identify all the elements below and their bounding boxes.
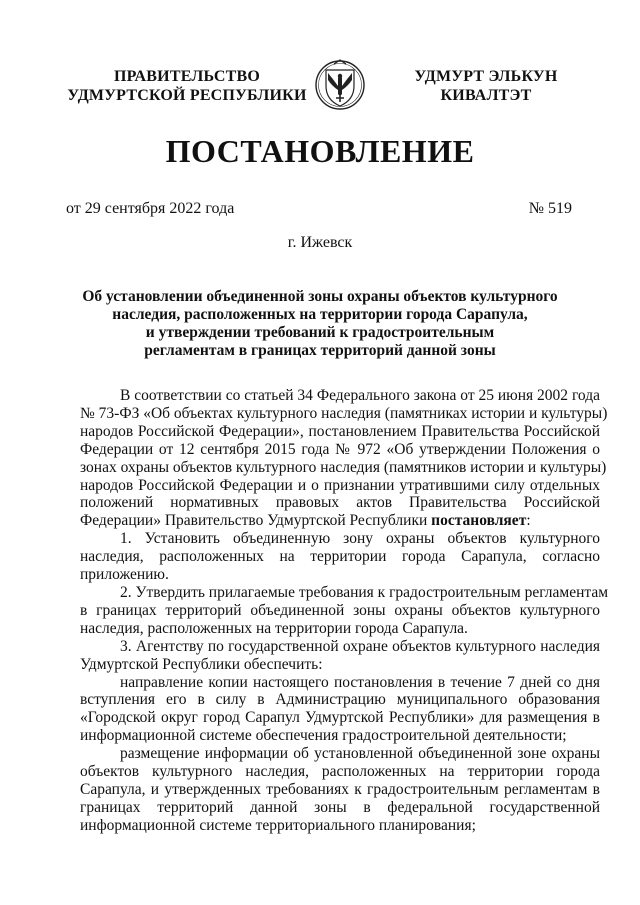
subject-line: Об установлении объединенной зоны охраны объектов культурного xyxy=(82,288,558,305)
body-line: народов Российской Федерации и о признании утратившими силу отдельных xyxy=(80,476,600,494)
body-line: 2. Утвердить прилагаемые требования к градостроительным регламентам xyxy=(120,583,609,601)
subject-line: и утверждении требований к градостроительным xyxy=(145,324,495,341)
body-line: в границах территорий объединенной зоны охраны объектов культурного xyxy=(80,601,600,619)
document-city: г. Ижевск xyxy=(287,234,353,251)
body-line-text: Федерации» Правительство Удмуртской Республики xyxy=(80,512,432,530)
clause-3-item-publishing-info xyxy=(80,745,600,835)
body-line: «Городской округ город Сарапул Удмуртской Республики» для размещения в xyxy=(80,709,600,727)
resolves-keyword: постановляет xyxy=(431,512,527,530)
subject-line: наследия, расположенных на территории города Сарапула, xyxy=(112,306,528,323)
body-line: приложению. xyxy=(80,566,169,584)
document-date: от 29 сентября 2022 года xyxy=(66,200,235,217)
issuer-name-line: ПРАВИТЕЛЬСТВО xyxy=(113,68,261,85)
body-line: вступления его в силу в Администрацию муниципального образования xyxy=(80,691,600,709)
issuer-name-russian xyxy=(62,67,312,105)
body-line-end: : xyxy=(526,512,531,530)
issuer-name-line: КИВАЛТЭТ xyxy=(440,87,532,104)
body-line: народов Российской Федерации», постановлением Правительства Российской xyxy=(80,422,600,440)
document-subject xyxy=(60,288,580,360)
body-line: № 73-ФЗ «Об объектах культурного наследия (памятниках истории и культуры) xyxy=(80,404,608,422)
body-line: информационной системе обеспечения градостроительной деятельности; xyxy=(80,727,567,745)
body-line: 3. Агентству по государственной охране объектов культурного наследия xyxy=(120,637,600,655)
clause-3-item-sending-copy xyxy=(80,674,600,746)
body-line: направление копии настоящего постановления в течение 7 дней со дня xyxy=(120,673,600,691)
udmurt-coat-of-arms-icon xyxy=(314,56,366,112)
preamble-paragraph xyxy=(80,387,608,530)
clause-2-paragraph xyxy=(80,583,609,638)
subject-line: регламентам в границах территорий данной зоны xyxy=(144,342,496,359)
body-line: информационной системе территориального планирования; xyxy=(80,816,476,834)
body-line: наследия, расположенных на территории города Сарапула. xyxy=(80,619,468,637)
document-number: № 519 xyxy=(528,200,572,217)
body-line: объектов культурного наследия, расположенных на территории города xyxy=(80,763,600,781)
body-line: размещение информации об установленной объединенной зоне охраны xyxy=(120,745,600,763)
body-line: Сарапула, и утвержденных требованиях к градостроительным регламентам в xyxy=(80,780,600,798)
issuer-name-udmurt xyxy=(386,67,586,105)
document-type-title: ПОСТАНОВЛЕНИЕ xyxy=(165,133,475,169)
body-line: Удмуртской Республики обеспечить: xyxy=(80,655,323,673)
body-line: зонах охраны объектов культурного наследия (памятников истории и культуры) xyxy=(80,458,607,476)
body-line: границах территорий данной зоны в федеральной государственной xyxy=(80,798,600,816)
body-line: наследия, расположенных на территории города Сарапула, согласно xyxy=(80,548,600,566)
body-line: В соответствии со статьей 34 Федерального закона от 25 июня 2002 года xyxy=(120,387,600,404)
clause-3-paragraph xyxy=(80,638,600,674)
clause-1-paragraph xyxy=(80,530,600,584)
body-line xyxy=(80,512,600,530)
issuer-name-line: УДМУРТ ЭЛЬКУН xyxy=(414,68,558,85)
body-line: Федерации от 12 сентября 2015 года № 972 «Об утверждении Положения о xyxy=(80,440,600,458)
issuer-name-line: УДМУРТСКОЙ РЕСПУБЛИКИ xyxy=(67,87,307,104)
body-line: положений нормативных правовых актов Правительства Российской xyxy=(80,494,600,512)
document-body xyxy=(80,387,609,835)
body-line: 1. Установить объединенную зону охраны объектов культурного xyxy=(120,530,600,548)
